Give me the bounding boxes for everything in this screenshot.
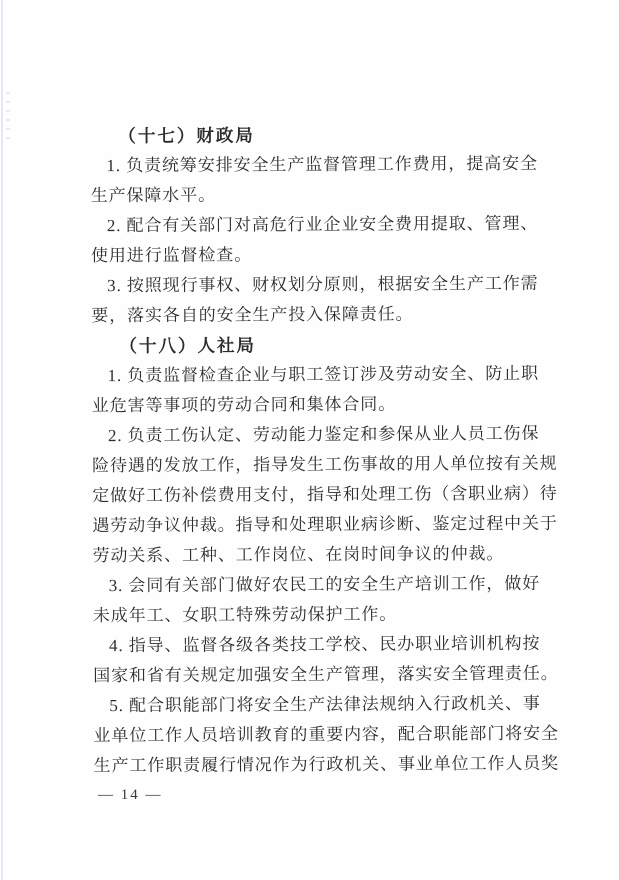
body-text-line: 劳动关系、工种、工作岗位、在岗时间争议的仲裁。 [92, 544, 505, 566]
body-text-line: 生产工作职责履行情况作为行政机关、事业单位工作人员奖 [93, 753, 560, 776]
body-text-line: 1. 负责监督检查企业与职工签订涉及劳动安全、防止职 [107, 363, 540, 386]
body-text-line: 4. 指导、监督各级各类技工学校、民办职业培训机构按 [108, 633, 541, 656]
body-text-line: 险待遇的发放工作，指导发生工伤事故的用人单位按有关规 [92, 453, 558, 476]
body-text-line: 业危害等事项的劳动合同和集体合同。 [91, 394, 397, 416]
body-text-line: 未成年工、女职工特殊劳动保护工作。 [92, 604, 398, 626]
document-body [90, 119, 560, 781]
body-text-line: 2. 配合有关部门对高危行业企业安全费用提取、管理、 [106, 213, 539, 236]
body-text-line: 国家和省有关规定加强安全生产管理，落实安全管理责任。 [93, 663, 559, 686]
body-text-line: 1. 负责统筹安排安全生产监督管理工作费用，提高安全 [106, 153, 538, 176]
body-text-line: 5. 配合职能部门将安全生产法律法规纳入行政机关、事 [109, 693, 541, 716]
body-text-line: 定做好工伤补偿费用支付，指导和处理工伤（含职业病）待 [92, 483, 558, 506]
body-text-line: 要，落实各自的安全生产投入保障责任。 [91, 304, 414, 326]
body-text-line: 3. 按照现行事权、财权划分原则，根据安全生产工作需 [107, 273, 539, 296]
body-text-line: 3. 会同有关部门做好农民工的安全生产培训工作，做好 [108, 573, 541, 596]
body-text-line: 生产保障水平。 [90, 185, 217, 206]
scan-noise-specks [6, 92, 10, 140]
body-text-line: 使用进行监督检查。 [90, 245, 253, 266]
body-text-line: 遇劳动争议仲裁。指导和处理职业病诊断、鉴定过程中关于 [92, 513, 558, 536]
body-text-line: 业单位工作人员培训教育的重要内容，配合职能部门将安全 [93, 723, 559, 746]
section-heading: （十八）人社局 [119, 335, 257, 357]
body-text-line: 2. 负责工伤认定、劳动能力鉴定和参保从业人员工伤保 [107, 423, 540, 446]
page-number: — 14 — [98, 787, 163, 803]
scan-edge-artifact [1, 0, 3, 880]
section-heading: （十七）财政局 [118, 125, 255, 147]
